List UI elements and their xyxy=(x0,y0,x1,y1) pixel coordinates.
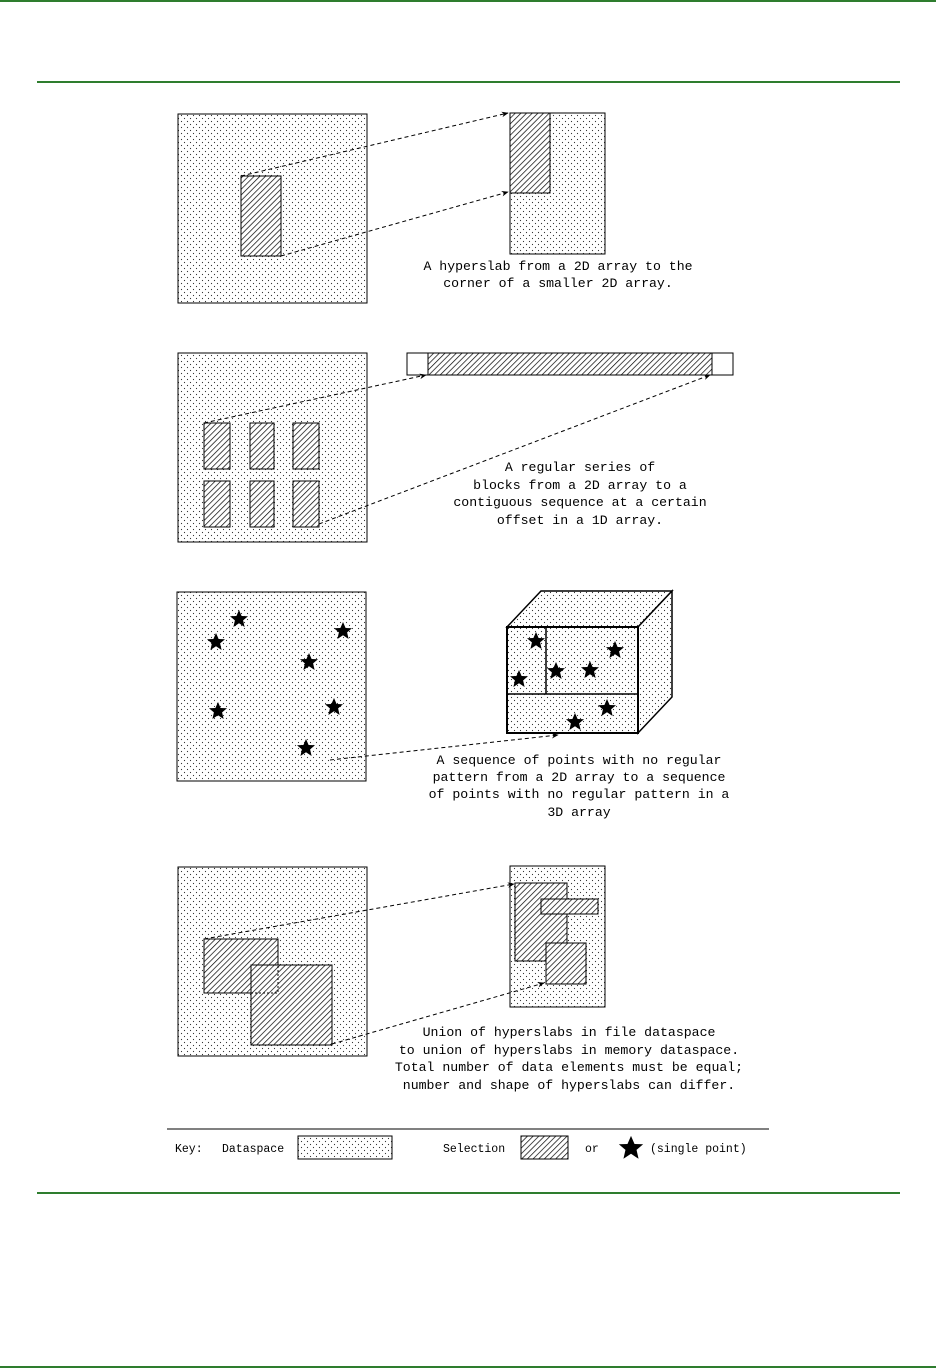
caption-line: A regular series of xyxy=(504,460,656,475)
key-selection-swatch xyxy=(521,1136,568,1159)
selected-block xyxy=(250,481,274,527)
selected-block xyxy=(204,481,230,527)
caption-line: offset in a 1D array. xyxy=(496,513,664,528)
selected-block xyxy=(204,423,230,469)
selected-hyperslab xyxy=(241,176,281,256)
key-or-label: or xyxy=(585,1143,599,1156)
caption-line: contiguous sequence at a certain xyxy=(453,495,707,510)
legend-key xyxy=(167,1129,769,1159)
file-hyperslab xyxy=(251,965,332,1045)
memory-hyperslab xyxy=(546,943,586,984)
selected-block xyxy=(293,481,319,527)
panel-hyperslab-2d-to-corner xyxy=(178,113,693,303)
source-dataspace-2d xyxy=(177,592,366,781)
caption-line: number and shape of hyperslabs can differ. xyxy=(402,1078,736,1093)
caption-line: 3D array xyxy=(547,805,611,820)
key-single-point-label: (single point) xyxy=(650,1143,747,1156)
key-selection-label: Selection xyxy=(443,1143,506,1156)
star-icon xyxy=(619,1136,643,1159)
selected-block xyxy=(293,423,319,469)
footer-rule xyxy=(37,1192,900,1194)
key-dataspace-swatch xyxy=(298,1136,392,1159)
key-dataspace-label: Dataspace xyxy=(222,1143,285,1156)
key-label: Key: xyxy=(175,1143,203,1156)
caption-line: pattern from a 2D array to a sequence xyxy=(432,770,726,785)
memory-hyperslab xyxy=(541,899,598,914)
cube-front-face xyxy=(507,627,638,733)
target-dataspace-3d xyxy=(507,591,672,733)
target-hyperslab-corner xyxy=(510,113,550,193)
panel-points-2d-to-3d xyxy=(177,591,729,820)
caption-line: corner of a smaller 2D array. xyxy=(443,276,673,291)
panel-union-of-hyperslabs xyxy=(178,866,743,1093)
caption-line: A hyperslab from a 2D array to the xyxy=(423,259,693,274)
caption-line: A sequence of points with no regular xyxy=(436,753,722,768)
caption-line: Total number of data elements must be equal; xyxy=(394,1060,744,1075)
caption-line: of points with no regular pattern in a xyxy=(428,787,730,802)
panel-regular-blocks-to-1d xyxy=(178,353,733,542)
caption-line: to union of hyperslabs in memory dataspace. xyxy=(398,1043,740,1058)
bottom-border-rule xyxy=(0,1366,936,1368)
selected-block xyxy=(250,423,274,469)
target-contiguous-sequence xyxy=(428,353,712,375)
caption-line: blocks from a 2D array to a xyxy=(473,478,687,493)
caption-line: Union of hyperslabs in file dataspace xyxy=(422,1025,716,1040)
